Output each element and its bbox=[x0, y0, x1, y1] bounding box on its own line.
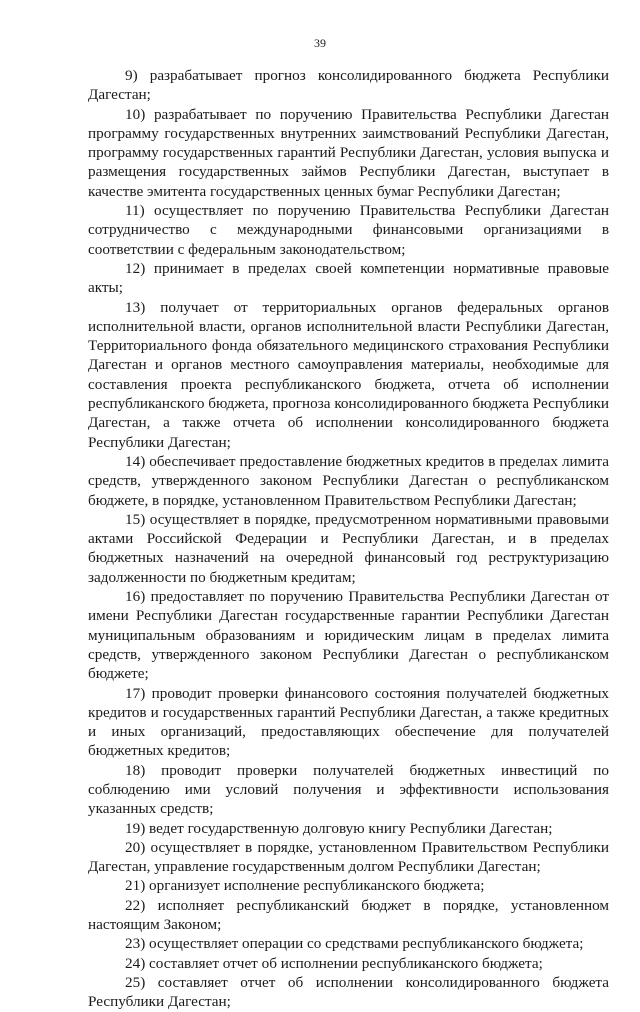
paragraph-item-21: 21) организует исполнение республиканского бюджета; bbox=[125, 877, 485, 895]
paragraph-item-18: 18) проводит проверки получателей бюджетных инвестиций по соблюдению ими условий получения и эффективности использования указанных средств; bbox=[88, 761, 609, 818]
paragraph-item-14: 14) обеспечивает предоставление бюджетных кредитов в пределах лимита средств, утвержденного законом Республики Дагестан о республиканском бюджете, в порядке, установленном Правительством Республики Дагестан; bbox=[88, 452, 609, 509]
paragraph-item-25: 25) составляет отчет об исполнении консолидированного бюджета Республики Дагестан; bbox=[88, 973, 609, 1011]
page-number: 39 bbox=[314, 36, 326, 50]
paragraph-item-19: 19) ведет государственную долговую книгу Республики Дагестан; bbox=[125, 819, 553, 837]
paragraph-item-12: 12) принимает в пределах своей компетенции нормативные правовые акты; bbox=[88, 259, 609, 297]
paragraph-item-15: 15) осуществляет в порядке, предусмотренном нормативными правовыми актами Российской Федерации и Республики Дагестан, и в пределах бюджетных назначений на очередной финансовый год реструктуризацию задолженности по бюджетным кредитам; bbox=[88, 510, 609, 586]
paragraph-item-22: 22) исполняет республиканский бюджет в порядке, установленном настоящим Законом; bbox=[88, 896, 609, 934]
paragraph-item-20: 20) осуществляет в порядке, установленном Правительством Республики Дагестан, управление государственным долгом Республики Дагестан; bbox=[88, 838, 609, 876]
paragraph-item-13: 13) получает от территориальных органов федеральных органов исполнительной власти, органов исполнительной власти Республики Дагестан, Территориального фонда обязательного медицинского страхования Республики Дагестан и органов местного самоуправления материалы, необходимые для составления проекта республиканского бюджета, отчета об исполнении республиканского бюджета, прогноза консолидированного бюджета Республики Дагестан, а также отчета об исполнении консолидированного бюджета Республики Дагестан; bbox=[88, 298, 609, 451]
paragraph-item-11: 11) осуществляет по поручению Правительства Республики Дагестан сотрудничество с международными финансовыми организациями в соответствии с федеральным законодательством; bbox=[88, 202, 609, 258]
paragraph-item-10: 10) разрабатывает по поручению Правительства Республики Дагестан программу государственных внутренних заимствований Республики Дагестан, программу государственных гарантий Республики Дагестан, условия выпуска и размещения государственных займов Республики Дагестан, выступает в качестве эмитента государственных ценных бумаг Республики Дагестан; bbox=[88, 105, 609, 200]
paragraph-item-17: 17) проводит проверки финансового состояния получателей бюджетных кредитов и государственных гарантий Республики Дагестан, а также кредитных и иных организаций, предоставляющих обеспечение для получателей бюджетных кредитов; bbox=[88, 684, 609, 760]
document-body bbox=[88, 66, 609, 1012]
paragraph-item-24: 24) составляет отчет об исполнении республиканского бюджета; bbox=[125, 954, 543, 972]
paragraph-item-9: 9) разрабатывает прогноз консолидированного бюджета Республики Дагестан; bbox=[88, 67, 609, 104]
paragraph-item-16: 16) предоставляет по поручению Правительства Республики Дагестан от имени Республики Дагестан государственные гарантии Республики Дагестан муниципальным образованиям и юридическим лицам в пределах лимита средств, утвержденного законом Республики Дагестан о республиканском бюджете; bbox=[88, 588, 609, 683]
paragraph-item-23: 23) осуществляет операции со средствами республиканского бюджета; bbox=[125, 935, 584, 953]
